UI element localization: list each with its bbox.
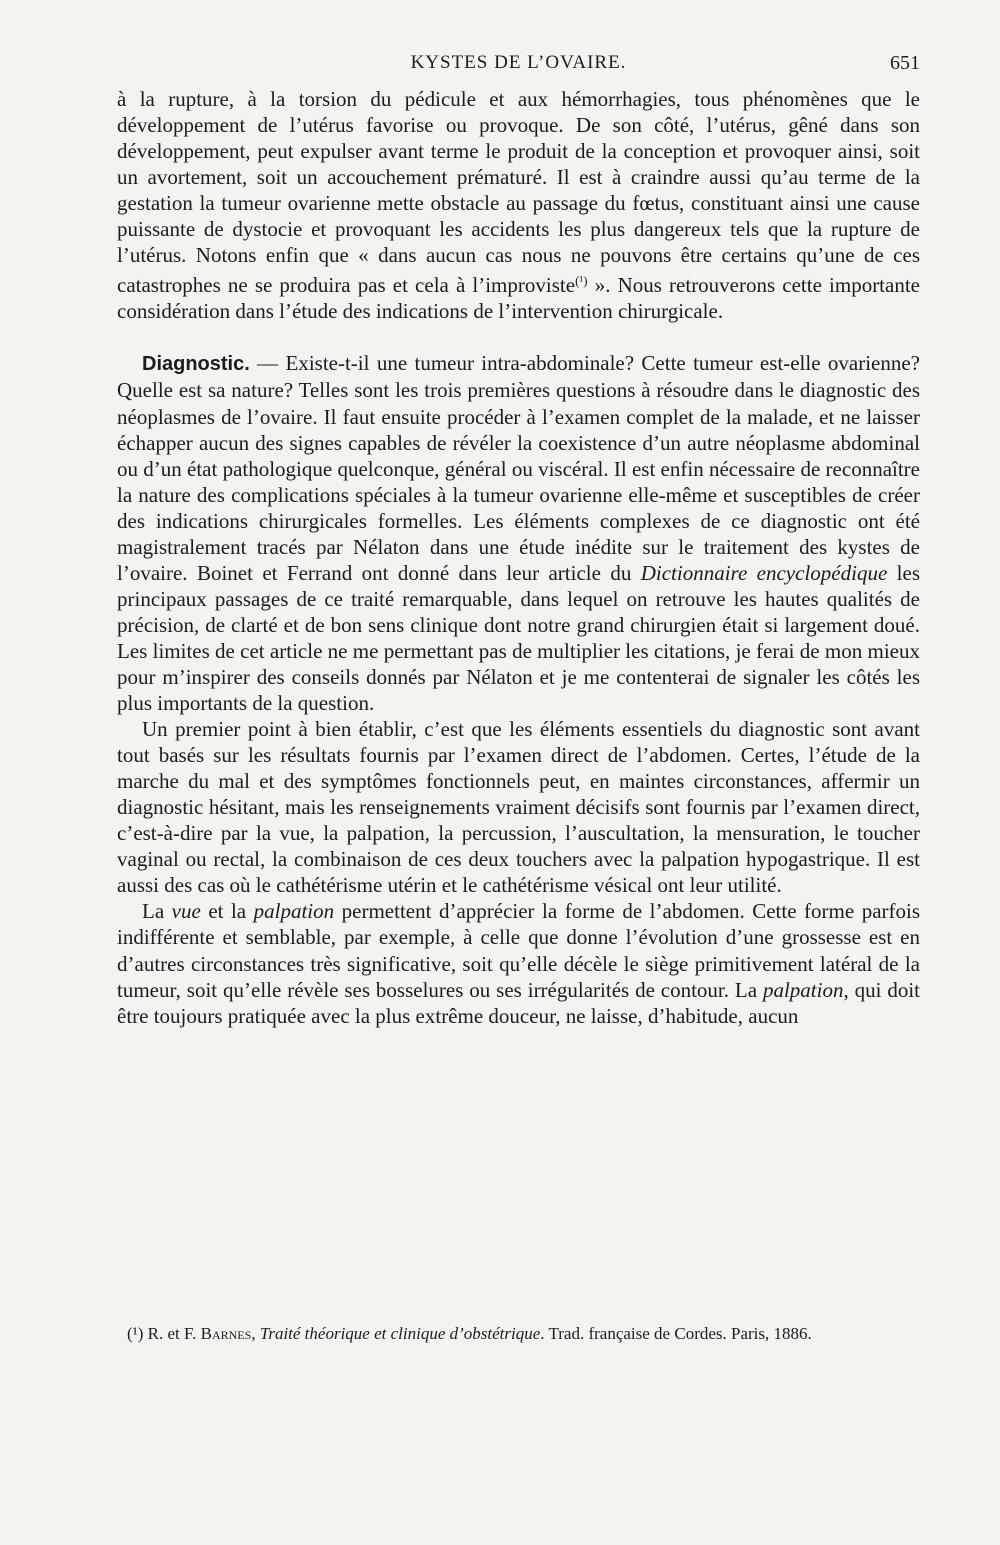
paragraph-2-text-b: les principaux passages de ce traité remarquable, dans lequel on retrouve les hautes qualités de précision, de clarté et de bon sens clinique dont notre grand chirurgien était si largement doué. Les limites de cet article ne me permettant pas de multiplier les citations, je ferai de mon mieux pour m’inspirer des conseils donnés par Nélaton et je me contenterai de signaler les côtés les plus importants de la question. [117, 560, 920, 716]
footnote-author-name: Barnes [200, 1324, 252, 1343]
paragraph-1-text-b: ». Nous retrouverons cette importante considération dans l’étude des indications de l’intervention chirurgicale. [117, 273, 920, 324]
paragraph-4-text-4: , qui doit être toujours pratiquée avec la plus extrême douceur, ne laisse, d’habitude, aucun [117, 977, 920, 1028]
paragraph-4-italic-palpation: palpation [253, 899, 335, 924]
paragraph-1 [117, 86, 920, 324]
footnote-mark: (¹) [127, 1324, 144, 1343]
page-number: 651 [890, 52, 920, 74]
running-title: KYSTES DE L’OVAIRE. [410, 52, 627, 73]
paragraph-diagnostic [117, 350, 920, 716]
running-head [117, 52, 920, 82]
paragraph-3: Un premier point à bien établir, c’est que les éléments essentiels du diagnostic sont avant tout basés sur les résultats fournis par l’examen direct de l’abdomen. Certes, l’étude de la marche du mal et des symptômes fonctionnels peut, en maintes circonstances, affermir un diagnostic hésitant, mais les renseignements vraiment décisifs sont fournis par l’examen direct, c’est-à-dire par la vue, la palpation, la percussion, l’auscultation, la mensuration, le toucher vaginal ou rectal, la combinaison de ces deux touchers avec la palpation hypogastrique. Il est aussi des cas où le cathétérisme utérin et le cathétérisme vésical ont leur utilité. [117, 717, 920, 898]
footnote-title: Traité théorique et clinique d’obstétrique [259, 1324, 541, 1343]
paragraph-2-italic-title: Dictionnaire encyclopédique [640, 560, 888, 585]
paragraph-4-italic-vue: vue [171, 899, 201, 924]
footnote-authors-prefix: R. et F. [143, 1324, 201, 1343]
paragraph-2-text-a: — Existe-t-il une tumeur intra-abdominale? Cette tumeur est-elle ovarienne? Quelle est sa nature? Telles sont les trois premières questions à résoudre dans le diagnostic des néoplasmes de l’ovaire. Il faut ensuite procéder à l’examen complet de la malade, et ne laisser échapper aucun des signes capables de révéler la coexistence d’un autre néoplasme abdominal ou d’un état pathologique quelconque, général ou viscéral. Il est enfin nécessaire de reconnaître la nature des complications spéciales à la tumeur ovarienne elle-même et susceptibles de créer des indications chirurgicales formelles. Les éléments complexes de ce diagnostic ont été magistralement tracés par Nélaton dans une étude inédite sur le traitement des kystes de l’ovaire. Boinet et Ferrand ont donné dans leur article du [117, 351, 920, 585]
footnote-rest: . Trad. française de Cordes. Paris, 1886. [540, 1324, 812, 1343]
body-text [117, 86, 920, 1029]
paragraph-4-text-2: et la [200, 899, 254, 924]
footnote [117, 1322, 920, 1345]
paragraph-4 [117, 898, 920, 1028]
footnote-separator: , [251, 1324, 260, 1343]
footnote-text [117, 1322, 920, 1345]
paragraph-1-text-a: à la rupture, à la torsion du pédicule et aux hémorrhagies, tous phénomènes que le développement de l’utérus favorise ou provoque. De son côté, l’utérus, gêné dans son développement, peut expulser avant terme le produit de la conception et provoquer ainsi, soit un avortement, soit un accouchement prématuré. Il est à craindre aussi qu’au terme de la gestation la tumeur ovarienne mette obstacle au passage du fœtus, constituant ainsi une cause puissante de dystocie et provoquant les accidents les plus dangereux tels que la rupture de l’utérus. Notons enfin que « dans aucun cas nous ne pouvons être certains qu’une de ces catastrophes ne se produira pas et cela à l’improviste [117, 87, 920, 298]
footnote-reference: (¹) [575, 273, 588, 289]
paragraph-4-italic-palpation-2: palpation [762, 977, 844, 1002]
paragraph-4-text-3: permettent d’apprécier la forme de l’abdomen. Cette forme parfois indifférente et semblable, par exemple, à celle que donne l’évolution d’une grossesse est en d’autres circonstances très significative, soit qu’elle décèle le siège primitivement latéral de la tumeur, soit qu’elle révèle ses bosselures ou ses irrégularités de contour. La [117, 899, 921, 1002]
section-heading-diagnostic: Diagnostic. [142, 353, 250, 376]
paragraph-4-text-1: La [142, 899, 172, 924]
